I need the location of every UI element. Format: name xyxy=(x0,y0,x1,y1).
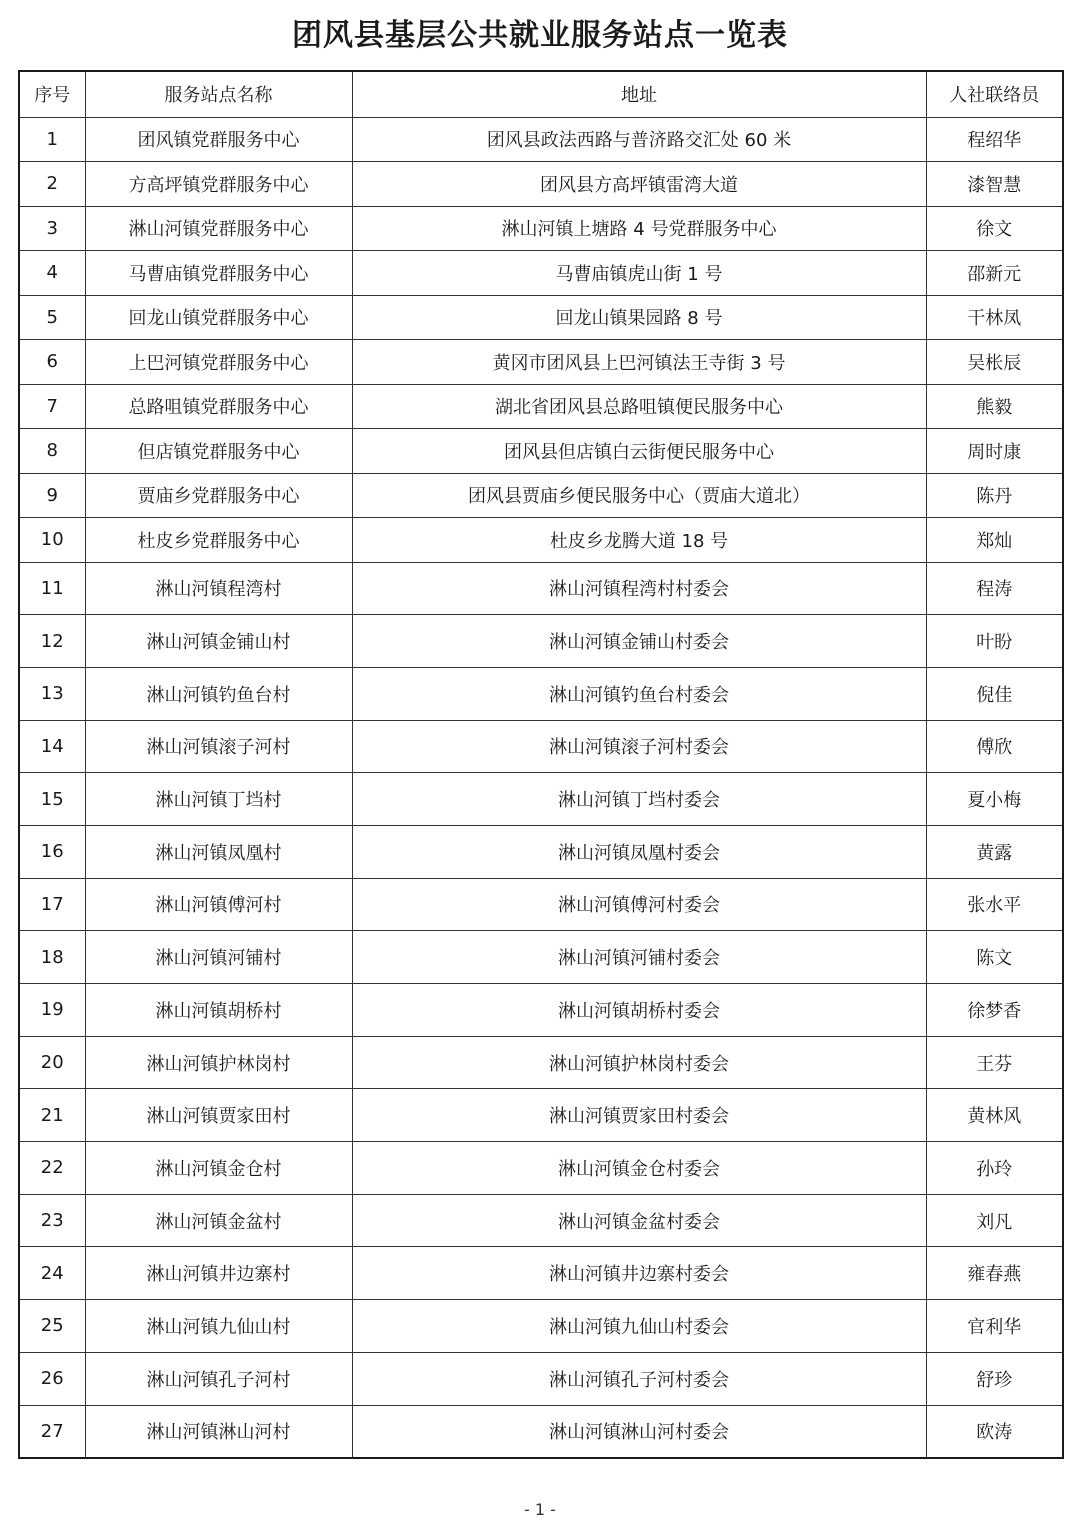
table-row xyxy=(19,1089,1063,1142)
row-address: 淋山河镇井边寨村委会 xyxy=(352,1247,926,1300)
table-row xyxy=(19,825,1063,878)
row-serial-number: 8 xyxy=(19,429,85,474)
row-address: 淋山河镇九仙山村委会 xyxy=(352,1300,926,1353)
row-site-name: 淋山河镇护林岗村 xyxy=(85,1036,352,1089)
row-site-name: 淋山河镇贾家田村 xyxy=(85,1089,352,1142)
row-serial-number: 9 xyxy=(19,473,85,518)
row-site-name: 方高坪镇党群服务中心 xyxy=(85,162,352,207)
row-contact-person: 傅欣 xyxy=(926,720,1063,773)
row-site-name: 淋山河镇傅河村 xyxy=(85,878,352,931)
page-number: - 1 - xyxy=(524,1500,556,1519)
table-row xyxy=(19,295,1063,340)
row-address: 淋山河镇河铺村委会 xyxy=(352,931,926,984)
table-row xyxy=(19,562,1063,615)
row-contact-person: 程涛 xyxy=(926,562,1063,615)
table-row xyxy=(19,518,1063,563)
row-site-name: 淋山河镇河铺村 xyxy=(85,931,352,984)
row-contact-person: 雍春燕 xyxy=(926,1247,1063,1300)
table-row xyxy=(19,1194,1063,1247)
row-contact-person: 邵新元 xyxy=(926,251,1063,296)
row-contact-person: 官利华 xyxy=(926,1300,1063,1353)
row-serial-number: 23 xyxy=(19,1194,85,1247)
row-contact-person: 倪佳 xyxy=(926,667,1063,720)
row-serial-number: 18 xyxy=(19,931,85,984)
row-serial-number: 3 xyxy=(19,206,85,251)
row-address: 湖北省团风县总路咀镇便民服务中心 xyxy=(352,384,926,429)
row-site-name: 淋山河镇九仙山村 xyxy=(85,1300,352,1353)
row-serial-number: 14 xyxy=(19,720,85,773)
row-address: 淋山河镇淋山河村委会 xyxy=(352,1405,926,1458)
row-serial-number: 7 xyxy=(19,384,85,429)
row-serial-number: 13 xyxy=(19,667,85,720)
row-address: 淋山河镇金仓村委会 xyxy=(352,1142,926,1195)
table-row xyxy=(19,429,1063,474)
row-serial-number: 19 xyxy=(19,984,85,1037)
row-contact-person: 徐梦香 xyxy=(926,984,1063,1037)
row-site-name: 杜皮乡党群服务中心 xyxy=(85,518,352,563)
row-contact-person: 叶盼 xyxy=(926,615,1063,668)
row-serial-number: 26 xyxy=(19,1352,85,1405)
table-row xyxy=(19,1036,1063,1089)
row-contact-person: 熊毅 xyxy=(926,384,1063,429)
row-address: 团风县方高坪镇雷湾大道 xyxy=(352,162,926,207)
table-row xyxy=(19,162,1063,207)
row-serial-number: 24 xyxy=(19,1247,85,1300)
row-address: 淋山河镇孔子河村委会 xyxy=(352,1352,926,1405)
row-site-name: 淋山河镇金仓村 xyxy=(85,1142,352,1195)
row-address: 淋山河镇胡桥村委会 xyxy=(352,984,926,1037)
table-row xyxy=(19,773,1063,826)
row-address: 淋山河镇护林岗村委会 xyxy=(352,1036,926,1089)
table-row xyxy=(19,340,1063,385)
row-site-name: 淋山河镇钓鱼台村 xyxy=(85,667,352,720)
row-site-name: 淋山河镇金铺山村 xyxy=(85,615,352,668)
row-site-name: 回龙山镇党群服务中心 xyxy=(85,295,352,340)
row-serial-number: 17 xyxy=(19,878,85,931)
row-site-name: 淋山河镇孔子河村 xyxy=(85,1352,352,1405)
row-site-name: 淋山河镇金盆村 xyxy=(85,1194,352,1247)
table-body xyxy=(19,117,1063,1458)
row-serial-number: 21 xyxy=(19,1089,85,1142)
row-contact-person: 郑灿 xyxy=(926,518,1063,563)
service-sites-table xyxy=(18,70,1064,1459)
table-row xyxy=(19,206,1063,251)
document-title: 团风县基层公共就业服务站点一览表 xyxy=(292,18,788,53)
row-site-name: 淋山河镇丁垱村 xyxy=(85,773,352,826)
row-contact-person: 徐文 xyxy=(926,206,1063,251)
row-serial-number: 16 xyxy=(19,825,85,878)
row-site-name: 淋山河镇井边寨村 xyxy=(85,1247,352,1300)
row-contact-person: 干林凤 xyxy=(926,295,1063,340)
row-serial-number: 27 xyxy=(19,1405,85,1458)
row-address: 淋山河镇贾家田村委会 xyxy=(352,1089,926,1142)
row-contact-person: 刘凡 xyxy=(926,1194,1063,1247)
table-row xyxy=(19,251,1063,296)
row-address: 团风县贾庙乡便民服务中心（贾庙大道北） xyxy=(352,473,926,518)
table-row xyxy=(19,384,1063,429)
row-contact-person: 夏小梅 xyxy=(926,773,1063,826)
row-contact-person: 周时康 xyxy=(926,429,1063,474)
row-site-name: 淋山河镇胡桥村 xyxy=(85,984,352,1037)
row-serial-number: 11 xyxy=(19,562,85,615)
row-address: 淋山河镇钓鱼台村委会 xyxy=(352,667,926,720)
row-serial-number: 1 xyxy=(19,117,85,162)
row-serial-number: 6 xyxy=(19,340,85,385)
row-contact-person: 程绍华 xyxy=(926,117,1063,162)
table-row xyxy=(19,984,1063,1037)
row-address: 淋山河镇滚子河村委会 xyxy=(352,720,926,773)
row-contact-person: 欧涛 xyxy=(926,1405,1063,1458)
row-address: 马曹庙镇虎山街 1 号 xyxy=(352,251,926,296)
table-row xyxy=(19,931,1063,984)
row-contact-person: 孙玲 xyxy=(926,1142,1063,1195)
table-row xyxy=(19,117,1063,162)
table-row xyxy=(19,1405,1063,1458)
row-serial-number: 15 xyxy=(19,773,85,826)
row-address: 团风县但店镇白云街便民服务中心 xyxy=(352,429,926,474)
row-contact-person: 王芬 xyxy=(926,1036,1063,1089)
table-row xyxy=(19,473,1063,518)
row-address: 淋山河镇金盆村委会 xyxy=(352,1194,926,1247)
row-address: 淋山河镇上塘路 4 号党群服务中心 xyxy=(352,206,926,251)
table-row xyxy=(19,1142,1063,1195)
row-contact-person: 黄林风 xyxy=(926,1089,1063,1142)
row-contact-person: 黄露 xyxy=(926,825,1063,878)
row-contact-person: 吴枨辰 xyxy=(926,340,1063,385)
row-serial-number: 10 xyxy=(19,518,85,563)
row-serial-number: 12 xyxy=(19,615,85,668)
row-address: 回龙山镇果园路 8 号 xyxy=(352,295,926,340)
table-row xyxy=(19,1352,1063,1405)
row-site-name: 上巴河镇党群服务中心 xyxy=(85,340,352,385)
header-site-name: 服务站点名称 xyxy=(85,71,352,117)
row-site-name: 贾庙乡党群服务中心 xyxy=(85,473,352,518)
table-row xyxy=(19,615,1063,668)
row-serial-number: 5 xyxy=(19,295,85,340)
row-contact-person: 舒珍 xyxy=(926,1352,1063,1405)
row-address: 淋山河镇傅河村委会 xyxy=(352,878,926,931)
row-address: 团风县政法西路与普济路交汇处 60 米 xyxy=(352,117,926,162)
row-serial-number: 22 xyxy=(19,1142,85,1195)
row-serial-number: 25 xyxy=(19,1300,85,1353)
row-contact-person: 陈文 xyxy=(926,931,1063,984)
row-site-name: 淋山河镇程湾村 xyxy=(85,562,352,615)
header-contact-person: 人社联络员 xyxy=(926,71,1063,117)
header-address: 地址 xyxy=(352,71,926,117)
header-serial-number: 序号 xyxy=(19,71,85,117)
row-address: 黄冈市团风县上巴河镇法王寺街 3 号 xyxy=(352,340,926,385)
row-site-name: 总路咀镇党群服务中心 xyxy=(85,384,352,429)
row-site-name: 但店镇党群服务中心 xyxy=(85,429,352,474)
table-header-row xyxy=(19,71,1063,117)
table-row xyxy=(19,667,1063,720)
row-site-name: 淋山河镇党群服务中心 xyxy=(85,206,352,251)
table-row xyxy=(19,1247,1063,1300)
table-row xyxy=(19,720,1063,773)
row-address: 淋山河镇程湾村村委会 xyxy=(352,562,926,615)
row-contact-person: 张水平 xyxy=(926,878,1063,931)
row-address: 淋山河镇凤凰村委会 xyxy=(352,825,926,878)
table-row xyxy=(19,878,1063,931)
row-serial-number: 20 xyxy=(19,1036,85,1089)
row-site-name: 淋山河镇凤凰村 xyxy=(85,825,352,878)
table-row xyxy=(19,1300,1063,1353)
row-site-name: 淋山河镇滚子河村 xyxy=(85,720,352,773)
row-serial-number: 2 xyxy=(19,162,85,207)
row-contact-person: 陈丹 xyxy=(926,473,1063,518)
row-site-name: 马曹庙镇党群服务中心 xyxy=(85,251,352,296)
row-site-name: 淋山河镇淋山河村 xyxy=(85,1405,352,1458)
row-site-name: 团风镇党群服务中心 xyxy=(85,117,352,162)
row-address: 淋山河镇丁垱村委会 xyxy=(352,773,926,826)
row-serial-number: 4 xyxy=(19,251,85,296)
row-address: 杜皮乡龙腾大道 18 号 xyxy=(352,518,926,563)
row-contact-person: 漆智慧 xyxy=(926,162,1063,207)
row-address: 淋山河镇金铺山村委会 xyxy=(352,615,926,668)
